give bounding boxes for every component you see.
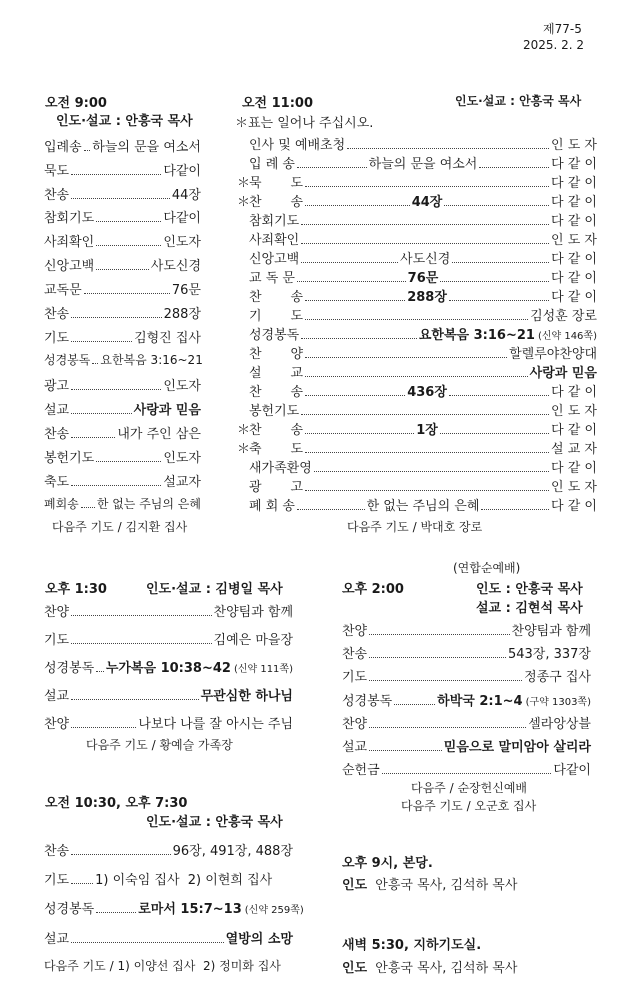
row-label: 묵도 (44, 164, 70, 179)
service-200-next: 다음주 / 순장헌신예배 (411, 781, 528, 795)
leader-names: 안흥국 목사, 김석하 목사 (375, 961, 518, 976)
row-value: 다같이 (163, 211, 201, 226)
row-label: 성경봉독 (44, 353, 91, 367)
row-label: 찬양 (44, 605, 70, 620)
order-row (249, 229, 597, 248)
order-row (249, 457, 597, 476)
row-label: 설교 (342, 740, 368, 755)
row-detail: 하늘의 문을 여소서 (368, 157, 478, 172)
row-value: 김성훈 장로 (530, 309, 597, 324)
order-row (44, 160, 201, 179)
row-detail: 1장 (416, 423, 438, 438)
sermon-title: 열방의 소망 (225, 932, 293, 947)
row-label: 찬양 (44, 717, 70, 732)
row-label: 참회기도 (249, 214, 300, 229)
order-row (44, 303, 201, 322)
order-row (44, 399, 201, 418)
order-row (249, 362, 597, 381)
order-row (44, 279, 201, 298)
service-200-title: 오후 2:00 (342, 582, 404, 597)
row-detail: 사도신경 (400, 252, 451, 267)
service-1030-leader: 인도·설교 : 안흥국 목사 (146, 815, 283, 830)
row-label: 찬 양 (249, 347, 304, 362)
order-row (44, 869, 293, 888)
service-9pm-leaders (342, 874, 517, 893)
standing-mark: ＊ (237, 423, 251, 438)
row-label: 입 례 송 (249, 157, 295, 172)
order-row (249, 153, 597, 172)
order-row (44, 601, 293, 620)
scripture-ref: (신약 111쪽) (233, 664, 293, 675)
row-value: 정종구 집사 (524, 670, 591, 685)
row-value: 다 같 이 (551, 214, 597, 229)
order-row (44, 231, 201, 250)
row-label: 설교 (44, 403, 70, 418)
order-row (237, 172, 597, 191)
leader-label: 인도 (342, 878, 368, 893)
row-label: 찬 송 (249, 195, 304, 210)
order-row (44, 928, 293, 947)
service-1030-next: 다음주 기도 / 1) 이양선 집사 2) 정미화 집사 (44, 959, 281, 973)
row-label: 찬송 (44, 188, 70, 203)
sermon-title: 믿음으로 말미암아 살리라 (443, 740, 591, 755)
row-label: 축 도 (249, 442, 304, 457)
row-value: 288장 (163, 307, 201, 322)
row-value: 다 같 이 (551, 499, 597, 514)
service-9pm-title: 오후 9시, 본당. (342, 856, 433, 871)
row-value: 다같이 (553, 763, 591, 778)
standing-mark: ＊ (237, 442, 251, 457)
row-value: 설 교 자 (551, 442, 597, 457)
order-row (44, 898, 304, 917)
service-1100-next: 다음주 기도 / 박대호 장로 (347, 520, 483, 534)
row-value: 76문 (171, 283, 201, 298)
row-value: 다 같 이 (551, 461, 597, 476)
row-value: 543장, 337장 (507, 647, 591, 662)
order-row (44, 495, 201, 512)
row-value: 다 같 이 (551, 176, 597, 191)
row-label: 찬송 (44, 844, 70, 859)
order-row (249, 305, 597, 324)
row-label: 찬 송 (249, 423, 304, 438)
row-value: 인 도 자 (551, 233, 597, 248)
service-900-title: 오전 9:00 (45, 96, 107, 111)
order-row (342, 666, 591, 685)
service-1100-title: 오전 11:00 (242, 96, 314, 111)
scripture-ref: (구약 1303쪽) (525, 697, 591, 708)
order-row (44, 375, 201, 394)
service-1030-title: 오전 10:30, 오후 7:30 (45, 796, 188, 811)
row-label: 교 독 문 (249, 271, 295, 286)
order-row (44, 327, 201, 346)
standing-mark: ＊ (237, 195, 251, 210)
row-value: 다 같 이 (551, 290, 598, 305)
row-label: 찬 송 (249, 385, 304, 400)
order-row (342, 620, 591, 639)
order-row (249, 343, 597, 362)
order-row (237, 191, 597, 210)
row-value: 내가 주인 삼은 (117, 427, 201, 442)
order-row (249, 286, 597, 305)
row-label: 찬양 (342, 717, 368, 732)
service-900-leader: 인도·설교 : 안흥국 목사 (56, 114, 193, 129)
row-label: 폐 회 송 (249, 499, 295, 514)
service-130-next: 다음주 기도 / 황예슬 가족장 (86, 738, 233, 752)
service-530-title: 새벽 5:30, 지하기도실. (342, 938, 482, 953)
row-value: 다 같 이 (551, 157, 598, 172)
row-value: 인도자 (163, 235, 201, 250)
row-value: 1) 이숙임 집사 2) 이현희 집사 (95, 873, 273, 888)
row-label: 기도 (44, 873, 70, 888)
scripture-ref: (신약 146쪽) (537, 331, 597, 342)
leader-names: 안흥국 목사, 김석하 목사 (375, 878, 518, 893)
leader-label: 인도 (342, 961, 368, 976)
row-value: 하늘의 문을 여소서 (92, 140, 201, 155)
row-value: 인 도 자 (551, 480, 597, 495)
order-row (249, 400, 597, 419)
row-value: 96장, 491장, 488장 (172, 844, 293, 859)
row-value: 설교자 (163, 475, 201, 490)
service-1100-leader: 인도·설교 : 안흥국 목사 (455, 94, 582, 108)
row-label: 사죄확인 (249, 233, 300, 248)
service-200-tag: (연합순예배) (453, 561, 521, 575)
order-row (249, 210, 597, 229)
row-detail: 288장 (407, 290, 447, 305)
order-row (44, 255, 201, 274)
row-label: 설교 (44, 689, 70, 704)
order-row (237, 438, 597, 457)
row-label: 봉헌기도 (44, 451, 95, 466)
order-row (249, 248, 597, 267)
row-value: 다같이 (163, 164, 201, 179)
row-value: 사도신경 (150, 259, 201, 274)
row-label: 기도 (44, 633, 70, 648)
service-130-leader: 인도·설교 : 김병일 목사 (146, 582, 283, 597)
order-row (249, 134, 597, 153)
order-row (44, 713, 293, 732)
row-value: 나보다 나를 잘 아시는 주님 (138, 717, 293, 732)
order-row (249, 267, 597, 286)
row-value: 인도자 (163, 451, 201, 466)
row-label: 폐회송 (44, 497, 79, 511)
order-row (342, 643, 591, 662)
issue-number: 제77-5 (543, 22, 582, 36)
order-row (237, 419, 598, 438)
order-row (44, 184, 201, 203)
order-row (249, 381, 597, 400)
scripture: 누가복음 10:38~42 (105, 661, 231, 676)
row-label: 기 도 (249, 309, 304, 324)
order-row (44, 423, 201, 442)
row-value: 김예은 마을장 (213, 633, 293, 648)
order-row (342, 736, 591, 755)
order-row (44, 840, 293, 859)
row-label: 성경봉독 (44, 661, 95, 676)
order-row (44, 471, 201, 490)
row-label: 설교 (44, 932, 70, 947)
scripture-ref: (신약 259쪽) (244, 905, 304, 916)
row-value: 요한복음 3:16~21 (100, 353, 203, 367)
service-200-preacher: 설교 : 김현석 목사 (476, 601, 583, 616)
row-value: 다 같 이 (551, 252, 598, 267)
scripture: 하박국 2:1~4 (437, 694, 523, 709)
row-value: 인 도 자 (551, 138, 597, 153)
sermon-title: 사랑과 믿음 (529, 366, 597, 381)
order-row (44, 685, 293, 704)
row-label: 참회기도 (44, 211, 95, 226)
row-detail: 436장 (407, 385, 447, 400)
row-label: 광고 (44, 379, 70, 394)
row-label: 찬송 (44, 427, 70, 442)
order-row (249, 495, 597, 514)
sermon-title: 무관심한 하나님 (200, 689, 293, 704)
order-row (342, 759, 591, 778)
row-value: 찬양팀과 함께 (511, 624, 591, 639)
row-label: 입례송 (44, 140, 82, 155)
service-200-next-prayer: 다음주 기도 / 오군호 집사 (401, 799, 537, 813)
service-530-leaders (342, 957, 517, 976)
row-value: 셀라앙상블 (528, 717, 591, 732)
row-label: 신앙고백 (249, 252, 300, 267)
row-label: 사죄확인 (44, 235, 95, 250)
row-value: 찬양팀과 함께 (213, 605, 293, 620)
row-value: 다 같 이 (551, 271, 597, 286)
row-detail: 76문 (407, 271, 439, 286)
row-value: 44장 (171, 188, 201, 203)
order-row (44, 136, 201, 155)
order-row (249, 476, 597, 495)
row-detail: 44장 (411, 195, 443, 210)
row-value: 다 같 이 (551, 195, 597, 210)
sermon-title: 사랑과 믿음 (133, 403, 201, 418)
scripture: 로마서 15:7~13 (138, 902, 242, 917)
row-label: 신앙고백 (44, 259, 95, 274)
order-row (44, 351, 201, 368)
order-row (342, 690, 591, 709)
order-row (44, 657, 293, 676)
order-row (342, 713, 591, 732)
standing-note: ＊표는 일어나 주십시오. (235, 116, 374, 131)
row-value: 인도자 (163, 379, 201, 394)
standing-mark: ＊ (237, 176, 251, 191)
row-label: 새가족환영 (249, 461, 312, 476)
row-label: 성경봉독 (249, 328, 300, 343)
row-label: 기도 (44, 331, 70, 346)
row-label: 축도 (44, 475, 70, 490)
service-900-next: 다음주 기도 / 김지환 집사 (52, 520, 188, 534)
service-130-title: 오후 1:30 (45, 582, 107, 597)
row-label: 찬송 (44, 307, 70, 322)
row-value: 할렐루야찬양대 (509, 347, 597, 362)
order-row (44, 207, 201, 226)
row-label: 찬송 (342, 647, 368, 662)
row-value: 한 없는 주님의 은혜 (96, 497, 201, 511)
order-row (249, 324, 597, 343)
row-detail: 한 없는 주님의 은혜 (366, 499, 480, 514)
row-label: 봉헌기도 (249, 404, 300, 419)
row-label: 순헌금 (342, 763, 380, 778)
row-label: 교독문 (44, 283, 82, 298)
row-value: 김형진 집사 (134, 331, 201, 346)
row-label: 기도 (342, 670, 368, 685)
row-label: 광 고 (249, 480, 304, 495)
row-label: 성경봉독 (44, 902, 95, 917)
row-value: 다 같 이 (551, 385, 598, 400)
order-row (44, 447, 201, 466)
row-label: 인사 및 예배초청 (249, 138, 346, 153)
order-row (44, 629, 293, 648)
row-value: 인 도 자 (551, 404, 597, 419)
row-detail: 요한복음 3:16~21 (418, 328, 535, 343)
service-200-leader: 인도 : 안흥국 목사 (476, 582, 583, 597)
row-value: 다 같 이 (551, 423, 598, 438)
issue-date: 2025. 2. 2 (523, 38, 585, 52)
row-label: 설 교 (249, 366, 304, 381)
row-label: 묵 도 (249, 176, 304, 191)
row-label: 찬양 (342, 624, 368, 639)
row-label: 성경봉독 (342, 694, 393, 709)
row-label: 찬 송 (249, 290, 304, 305)
